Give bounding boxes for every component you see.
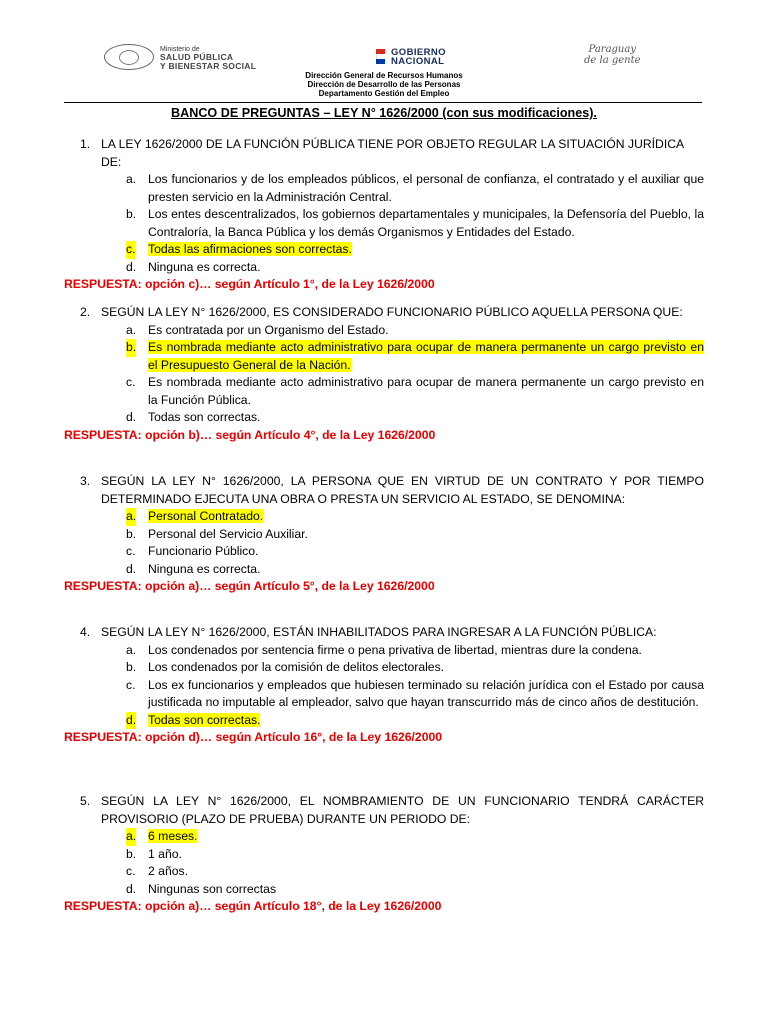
option-text: Es nombrada mediante acto administrativo para ocupar de manera permanente un cargo previsto en la Función Pública. bbox=[148, 375, 704, 407]
option-letter: d. bbox=[126, 561, 137, 576]
option-letter-correct: a. bbox=[126, 828, 136, 846]
option-text: 1 año. bbox=[148, 846, 182, 861]
option-letter: c. bbox=[126, 864, 136, 878]
option-letter-correct: a. bbox=[126, 508, 136, 526]
option-letter-correct: b. bbox=[126, 339, 136, 357]
question-5 bbox=[64, 793, 704, 916]
option-text: Los condenados por sentencia firme o pena privativa de libertad, mientras dure la condena. bbox=[148, 642, 642, 657]
answer-line: RESPUESTA: opción d)… según Artículo 16°, de la Ley 1626/2000 bbox=[64, 730, 443, 744]
header-divider bbox=[64, 102, 702, 103]
option-text-correct: 6 meses. bbox=[148, 829, 198, 843]
answer-line: RESPUESTA: opción a)… según Artículo 18°, de la Ley 1626/2000 bbox=[64, 899, 442, 913]
document-title-text: BANCO DE PREGUNTAS – LEY N° 1626/2000 (con sus modificaciones). bbox=[171, 106, 597, 120]
ministry-line2: SALUD PÚBLICA bbox=[160, 52, 234, 62]
question-1 bbox=[64, 136, 704, 294]
option-text: Todas son correctas. bbox=[148, 410, 261, 424]
dept-line1: Dirección General de Recursos Humanos bbox=[305, 71, 463, 80]
ministry-seal-icon bbox=[104, 44, 154, 70]
option-letter: a. bbox=[126, 172, 137, 186]
option-letter: b. bbox=[126, 526, 137, 541]
option-text: Los ex funcionarios y empleados que hubiesen terminado su relación jurídica con el Estado por causa justificada no imputable al empleador, salvo que hayan transcurrido más de cinco años de destitución. bbox=[148, 677, 704, 709]
question-number: 2. bbox=[80, 305, 91, 319]
question-number: 3. bbox=[80, 474, 91, 488]
option-text: Ninguna es correcta. bbox=[148, 561, 261, 576]
option-letter: a. bbox=[126, 322, 137, 337]
option-text: Los entes descentralizados, los gobiernos departamentales y municipales, la Defensoría del Pueblo, la Contraloría, la Banca Pública y los demás Organismos y Entidades del Estado. bbox=[148, 207, 704, 239]
option-text-correct: Todas las afirmaciones son correctas. bbox=[148, 242, 352, 256]
slogan-line1: Paraguay bbox=[588, 44, 636, 55]
department-header bbox=[220, 71, 548, 98]
option-text: Funcionario Público. bbox=[148, 544, 259, 558]
gov-line1: GOBIERNO bbox=[391, 47, 446, 58]
dept-line2: Dirección de Desarrollo de las Personas bbox=[307, 80, 461, 89]
option-letter: b. bbox=[126, 660, 137, 674]
option-letter: b. bbox=[126, 207, 137, 221]
option-text: Los funcionarios y de los empleados públicos, el personal de confianza, el contratado y el auxiliar que presten servicio en la Administración Central. bbox=[148, 172, 704, 204]
option-text: Ningunas son correctas bbox=[148, 881, 277, 896]
slogan-logo bbox=[584, 44, 641, 66]
document-title bbox=[0, 106, 768, 120]
ministry-line3: Y BIENESTAR SOCIAL bbox=[160, 61, 257, 71]
question-number: 1. bbox=[80, 137, 91, 151]
question-4 bbox=[64, 624, 704, 747]
slogan-line2: de la gente bbox=[584, 55, 641, 66]
option-letter: d. bbox=[126, 259, 137, 274]
government-logo bbox=[391, 48, 446, 66]
option-text: Ninguna es correcta. bbox=[148, 259, 261, 274]
ministry-logo bbox=[160, 46, 256, 71]
option-letter: d. bbox=[126, 410, 137, 424]
option-text: Personal del Servicio Auxiliar. bbox=[148, 526, 308, 541]
answer-line: RESPUESTA: opción b)… según Artículo 4°, de la Ley 1626/2000 bbox=[64, 427, 436, 442]
option-text-correct: Personal Contratado. bbox=[148, 509, 264, 523]
option-text: 2 años. bbox=[148, 864, 188, 878]
option-letter-correct: c. bbox=[126, 241, 135, 259]
dept-line3: Departamento Gestión del Empleo bbox=[318, 89, 450, 98]
flag-icon bbox=[376, 49, 385, 64]
question-text: SEGÚN LA LEY N° 1626/2000, ES CONSIDERADO FUNCIONARIO PÚBLICO AQUELLA PERSONA QUE: bbox=[101, 305, 683, 319]
option-letter: a. bbox=[126, 642, 137, 657]
question-text: SEGÚN LA LEY N° 1626/2000, EL NOMBRAMIENTO DE UN FUNCIONARIO TENDRÁ CARÁCTER PROVISORIO (PLAZO DE PRUEBA) DURANTE UN PERIODO DE: bbox=[101, 794, 704, 826]
question-2 bbox=[64, 304, 704, 444]
question-number: 4. bbox=[80, 625, 91, 639]
option-text: Los condenados por la comisión de delitos electorales. bbox=[148, 660, 445, 674]
question-number: 5. bbox=[80, 794, 91, 808]
option-letter: b. bbox=[126, 846, 137, 861]
option-letter: c. bbox=[126, 544, 136, 558]
option-text-correct: Es nombrada mediante acto administrativo para ocupar de manera permanente un cargo previsto en el Presupuesto General de la Nación. bbox=[148, 340, 704, 372]
option-text-correct: Todas son correctas. bbox=[148, 712, 261, 727]
option-text: Es contratada por un Organismo del Estado. bbox=[148, 322, 389, 337]
question-text: SEGÚN LA LEY N° 1626/2000, LA PERSONA QUE EN VIRTUD DE UN CONTRATO Y POR TIEMPO DETERMINADO EJECUTA UNA OBRA O PRESTA UN SERVICIO AL ESTADO, SE DENOMINA: bbox=[101, 474, 704, 506]
option-letter: c. bbox=[126, 375, 136, 389]
answer-line: RESPUESTA: opción c)… según Artículo 1°, de la Ley 1626/2000 bbox=[64, 277, 435, 291]
question-text: SEGÚN LA LEY N° 1626/2000, ESTÁN INHABILITADOS PARA INGRESAR A LA FUNCIÓN PÚBLICA: bbox=[101, 625, 657, 639]
option-letter: c. bbox=[126, 677, 136, 692]
ministry-line1: Ministerio de bbox=[160, 46, 200, 53]
question-3 bbox=[64, 473, 704, 596]
question-text: LA LEY 1626/2000 DE LA FUNCIÓN PÚBLICA TIENE POR OBJETO REGULAR LA SITUACIÓN JURÍDICA DE: bbox=[101, 137, 684, 169]
gov-line2: NACIONAL bbox=[391, 56, 445, 67]
option-letter-correct: d. bbox=[126, 712, 136, 730]
answer-line: RESPUESTA: opción a)… según Artículo 5°, de la Ley 1626/2000 bbox=[64, 579, 435, 593]
option-letter: d. bbox=[126, 881, 137, 896]
